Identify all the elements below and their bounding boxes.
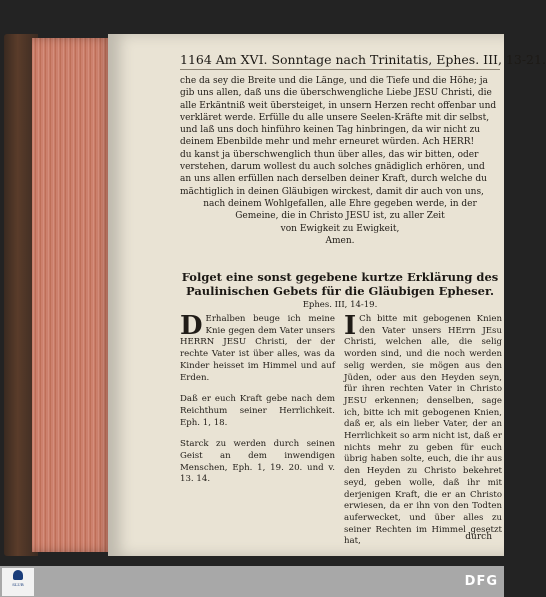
intro-center-line: von Ewigkeit zu Ewigkeit, (280, 223, 400, 234)
intro-line: an uns allen erfüllen nach derselben deiner Kraft, durch welche du (180, 174, 487, 185)
intro-line: che da sey die Breite und die Länge, und die Tiefe und die Höhe; ja (180, 76, 488, 86)
paragraph-text: Daß er euch Kraft gebe nach dem Reichthum seiner Herrlichkeit. Eph. 1, 18. (180, 394, 335, 428)
dfg-logo[interactable]: DFG (464, 574, 498, 589)
left-column (180, 311, 335, 496)
section-title: Folget eine sonst gegebene kurtze Erklärung des Paulinischen Gebets für die Gläubigen Epheser. (181, 270, 499, 298)
right-paragraph (344, 311, 502, 548)
paragraph-text: Starck zu werden durch seinen Geist an dem inwendigen Menschen, Eph. 1, 19. 20. und v. 13. 14. (180, 439, 335, 485)
left-paragraph (180, 394, 335, 429)
left-paragraph (180, 311, 335, 384)
paragraph-text: Ch bitte mit gebogenen Knien den Vater unsers HErrn JEsu Christi, welchen alle, die selig worden sind, und die noch werden selig werden, sie mögen aus den Jüden, oder aus den Heyden seyn, für ihren rechten Vater in Christo JESU erkennen; denselben, sage ich, bitte ich mit gebogenen Knien, daß er, als ein lieber Vater, der an Herrlichkeit so arm nicht ist, daß er nichts mehr zu geben für euch übrig haben solte, euch, die ihr aus den Heyden zu Christo bekehret seyd, geben wolle, daß ihr mit derjenigen Kraft, die er an Christo erwiesen, da er ihn von den Todten auferwecket, und über alles zu seiner Rechten im Himmel gesetzt hat, (344, 314, 502, 547)
page-edges (32, 38, 112, 552)
section-reference: Ephes. III, 14-19. (302, 300, 378, 310)
intro-center-line: nach deinem Wohlgefallen, alle Ehre gegeben werde, in der (203, 198, 477, 209)
book (4, 34, 546, 556)
library-logo[interactable] (2, 568, 34, 596)
intro-line: du kanst ja überschwenglich thun über alles, das wir bitten, oder (180, 149, 479, 160)
left-paragraph (180, 439, 335, 486)
right-column (344, 311, 502, 558)
intro-line: deinem Ebenbilde mehr und mehr erneuret würden. Ach HERR! (180, 137, 475, 148)
drop-cap: D (180, 311, 203, 341)
intro-center-line: Gemeine, die in Christo JESU ist, zu aller Zeit (235, 211, 445, 222)
intro-line: verstehen, darum wollest du auch solches gnädiglich erhören, und (180, 162, 485, 173)
running-header: 1164 Am XVI. Sonntage nach Trinitatis, Ephes. III, 13-21. (180, 52, 500, 70)
intro-prayer (180, 75, 500, 247)
intro-line: verkläret werde. Erfülle du alle unsere Seelen-Kräfte mit dir selbst, (180, 112, 490, 123)
intro-line: mächtiglich in deinen Gläubigen wirckest, damit dir auch von uns, (180, 186, 484, 197)
intro-line: und laß uns doch hinführo keinen Tag hinbringen, da wir nicht zu (180, 125, 481, 136)
intro-line: gib uns allen, daß uns die überschwengliche Liebe JESU Christi, die (180, 88, 492, 99)
book-page (108, 34, 546, 556)
library-crest-icon (13, 570, 23, 580)
paragraph-text: Erhalben beuge ich meine Knie gegen dem Vater unsers HERRN JESU Christi, der der rechte Vater ist über alles, was da Kinder heisset im Himmel und auf Erden. (180, 314, 335, 383)
drop-cap: I (344, 311, 357, 341)
intro-line: alle Erkäntniß weit übersteiget, in unsern Herzen recht offenbar und (180, 100, 497, 111)
intro-center-line: Amen. (325, 235, 355, 246)
catchword: durch (465, 532, 492, 542)
viewer-footer-bar (0, 566, 504, 597)
library-logo-text: SLUB (12, 582, 24, 587)
